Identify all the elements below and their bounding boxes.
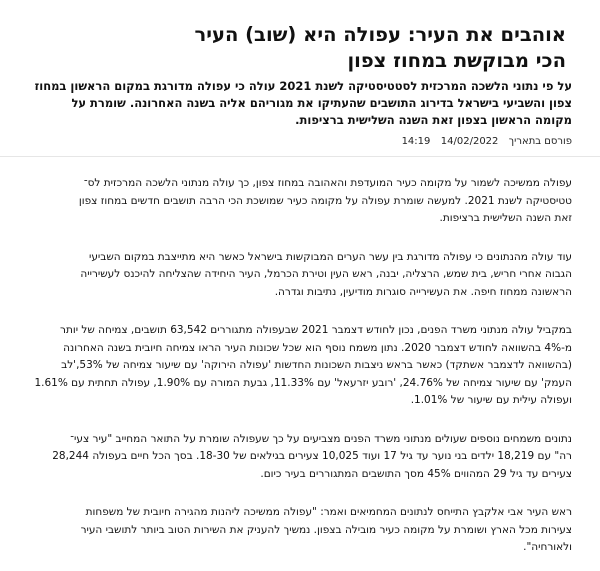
article-title-line-1: אוהבים את העיר: עפולה היא (שוב) העיר [194,23,566,46]
paragraph-line: הגבוה אחרי חריש, בית שמש, הרצליה, יבנה, ראש העין וטירת הכרמל, העיר היחידה שהצליחה להיכנס לעשירייה [80,268,572,280]
paragraph-line: ראש העיר אבי אלקבץ התייחס לנתונים המחמיאים ואמר: "עפולה ממשיכה ליהנות מהגירה חיובית של משפחות [85,506,572,518]
paragraph-4 [28,431,572,484]
paragraph-line: (בהשוואה לדצמבר אשתקד) כאשר בראש ניצבות השכונות החדשות 'עפולה הירוקה' עם שיעור צמיחה של 53%,'לב [61,359,572,371]
published-time: 14:19 [401,136,431,147]
paragraph-line: זאת השנה השלישית ברציפות. [439,212,572,224]
paragraph-line: נתונים משמחים נוספים שעולים מנתוני משרד הפנים מצביעים על כך שעפולה שומרת על התואר המחייב "עיר צעי־ [70,432,572,445]
paragraph-line: טטיסטיקה לשנת 2021. למעשה שומרת עפולה על מקומה כעיר שמושכת הכי הרבה תושבים חדשים במחוז צפון [78,194,572,207]
subtitle-line-3: מקומה הראשון בצפון זאת השנה השלישית ברציפות. [295,113,572,127]
paragraph-line: עוד עולה מהנתונים כי עפולה מדורגת בין עשר הערים המבוקשות בישראל כאשר היא מתייצבת במקום השביעי [88,250,572,263]
article-body [28,175,572,557]
paragraph-line: רה" עם 18,219 ילדים בני נוער עד גיל 17 ועוד 10,025 צעירים בגילאים של 18-30. בסך הכל חיים בעפולה 28,244 [52,450,572,462]
article-title-line-2: הכי מבוקשת במחוז צפון [347,49,566,72]
subtitle-line-1: על פי נתוני הלשכה המרכזית לסטטיסטיקה לשנת 2021 עולה כי עפולה מדורגת במקום הראשון במחוז [34,79,572,93]
paragraph-line: העמק' עם שיעור צמיחה של 24.76%, 'רובע יזרעאל' עם 11.33%, גבעת המורה עם 1.90%, עפולה תחתית עם 1.61% [34,376,572,389]
article-subtitle [28,78,572,129]
subtitle-line-2: צפון והשביעי בישראל בדירוג התושבים שהעתיקו את מגוריהם אליה בשנה האחרונה. שומרת על [71,96,572,110]
published-label: פורסם בתאריך [508,136,572,147]
paragraph-line: הראשונה ממחוז חיפה. את העשירייה סוגרות מודיעין, נתיבות וגדרה. [274,285,572,298]
paragraph-line: צעירים עד גיל 29 המהווים 45% מסך התושבים המתגוררים בעיר כיום. [260,467,572,480]
header-divider [0,156,600,157]
paragraph-3 [28,322,572,410]
paragraph-line: במקביל עולה מנתוני משרד הפנים, נכון לחודש דצמבר 2021 שבעפולה מתגוררים 63,542 תושבים, צמיחה של יותר [60,324,572,336]
paragraph-line: צעירות מכל הארץ ושומרת על מקומה כעיר מובילה בצפון. נמשיך להעניק את השירות הטוב ביותר לתושבי העיר [80,523,572,536]
paragraph-2 [28,249,572,302]
paragraph-line: ולאורחיה". [523,541,572,553]
paragraph-line: מ-4% בהשוואה לחודש דצמבר 2020. נתון משמח נוסף הוא שכל שכונות העיר הראו צמיחה חיובית בשנה האחרונה [63,341,572,354]
paragraph-line: עפולה ממשיכה לשמור על מקומה כעיר המועדפת והאהובה במחוז צפון, כך עולה מנתוני הלשכה המרכזית לס־ [83,177,572,189]
paragraph-line: ועפולה עילית עם שיעור של 1.01%. [410,394,572,406]
published-date: 14/02/2022 [440,136,499,147]
article-title [28,22,572,74]
paragraph-1 [28,175,572,228]
paragraph-5 [28,504,572,557]
publish-info [28,135,572,149]
